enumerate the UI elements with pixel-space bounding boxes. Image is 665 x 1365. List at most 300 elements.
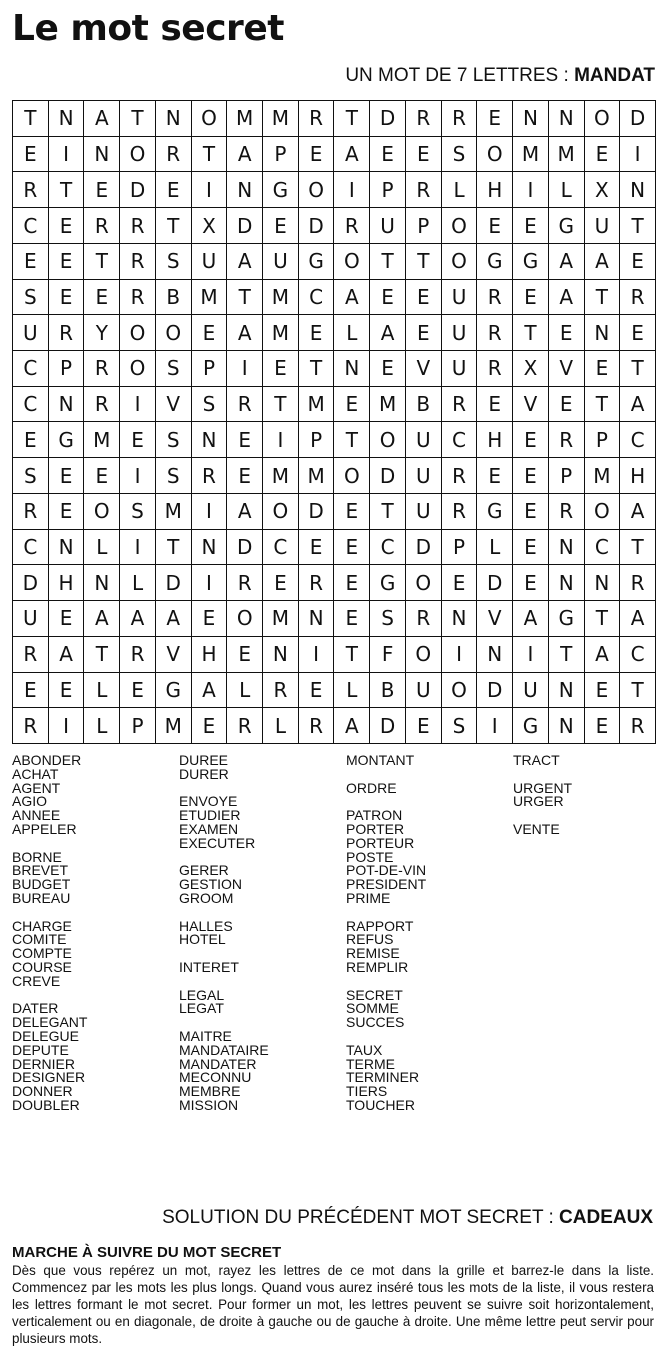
word-item[interactable]: BUDGET <box>12 876 71 893</box>
grid-cell[interactable]: R <box>477 351 513 387</box>
grid-cell[interactable]: X <box>513 351 549 387</box>
word-item[interactable]: COURSE <box>12 958 72 975</box>
word-item[interactable]: ANNEE <box>12 807 61 824</box>
grid-cell[interactable]: R <box>227 708 263 744</box>
grid-cell[interactable]: T <box>334 422 370 458</box>
word-item[interactable]: RAPPORT <box>346 917 414 934</box>
grid-cell[interactable]: C <box>585 530 621 566</box>
word-item[interactable]: INTERET <box>179 958 239 975</box>
grid-cell[interactable]: E <box>49 244 85 280</box>
grid-cell[interactable]: U <box>192 244 228 280</box>
grid-cell[interactable]: R <box>549 422 585 458</box>
word-item[interactable]: ABONDER <box>12 752 82 768</box>
grid-cell[interactable]: I <box>120 530 156 566</box>
word-item[interactable]: MECONNU <box>179 1069 252 1086</box>
word-item[interactable]: ORDRE <box>346 779 397 796</box>
word-item[interactable]: REMISE <box>346 945 400 962</box>
grid-cell[interactable]: F <box>370 637 406 673</box>
grid-cell[interactable]: V <box>156 387 192 423</box>
grid-cell[interactable]: N <box>84 565 120 601</box>
grid-cell[interactable]: L <box>334 673 370 709</box>
grid-cell[interactable]: C <box>13 351 49 387</box>
grid-cell[interactable]: R <box>442 494 478 530</box>
word-item[interactable]: EXAMEN <box>179 820 239 837</box>
grid-cell[interactable]: O <box>192 101 228 137</box>
grid-cell[interactable]: E <box>406 137 442 173</box>
grid-cell[interactable]: I <box>49 708 85 744</box>
grid-cell[interactable]: E <box>49 673 85 709</box>
word-item[interactable]: COMITE <box>12 931 67 948</box>
grid-cell[interactable]: N <box>477 637 513 673</box>
grid-cell[interactable]: E <box>299 137 335 173</box>
grid-cell[interactable]: Y <box>84 315 120 351</box>
grid-cell[interactable]: B <box>370 673 406 709</box>
grid-cell[interactable]: E <box>49 494 85 530</box>
grid-cell[interactable]: O <box>406 637 442 673</box>
word-item[interactable]: LEGAT <box>179 1000 224 1017</box>
word-item[interactable]: ACHAT <box>12 765 59 782</box>
grid-cell[interactable]: E <box>227 637 263 673</box>
grid-cell[interactable]: U <box>513 673 549 709</box>
grid-cell[interactable]: N <box>549 530 585 566</box>
grid-cell[interactable]: P <box>585 422 621 458</box>
grid-cell[interactable]: E <box>227 458 263 494</box>
grid-cell[interactable]: E <box>227 422 263 458</box>
word-item[interactable]: MANDATER <box>179 1055 257 1072</box>
grid-cell[interactable]: U <box>406 494 442 530</box>
grid-cell[interactable]: R <box>477 280 513 316</box>
grid-cell[interactable]: O <box>334 244 370 280</box>
grid-cell[interactable]: R <box>120 280 156 316</box>
grid-cell[interactable]: E <box>120 673 156 709</box>
grid-cell[interactable]: E <box>334 387 370 423</box>
grid-cell[interactable]: N <box>585 315 621 351</box>
grid-cell[interactable]: L <box>477 530 513 566</box>
grid-cell[interactable]: O <box>120 315 156 351</box>
grid-cell[interactable]: A <box>156 601 192 637</box>
grid-cell[interactable]: A <box>49 637 85 673</box>
grid-cell[interactable]: E <box>620 315 656 351</box>
grid-cell[interactable]: R <box>13 494 49 530</box>
grid-cell[interactable]: N <box>513 101 549 137</box>
grid-cell[interactable]: D <box>477 565 513 601</box>
grid-cell[interactable]: R <box>227 565 263 601</box>
grid-cell[interactable]: L <box>84 673 120 709</box>
grid-cell[interactable]: T <box>334 101 370 137</box>
grid-cell[interactable]: A <box>620 387 656 423</box>
grid-cell[interactable]: R <box>13 637 49 673</box>
word-item[interactable]: TERMINER <box>346 1069 420 1086</box>
word-item[interactable]: BORNE <box>12 848 62 865</box>
grid-cell[interactable]: P <box>49 351 85 387</box>
grid-cell[interactable]: A <box>620 494 656 530</box>
grid-cell[interactable]: A <box>513 601 549 637</box>
grid-cell[interactable]: A <box>334 708 370 744</box>
grid-cell[interactable]: G <box>477 244 513 280</box>
grid-cell[interactable]: M <box>263 315 299 351</box>
word-item[interactable]: MANDATAIRE <box>179 1041 269 1058</box>
grid-cell[interactable]: P <box>370 172 406 208</box>
word-item[interactable]: DUREE <box>179 752 229 768</box>
grid-cell[interactable]: N <box>156 101 192 137</box>
grid-cell[interactable]: E <box>585 708 621 744</box>
grid-cell[interactable]: R <box>49 315 85 351</box>
grid-cell[interactable]: E <box>49 601 85 637</box>
grid-cell[interactable]: O <box>263 494 299 530</box>
grid-cell[interactable]: R <box>549 494 585 530</box>
grid-cell[interactable]: T <box>227 280 263 316</box>
word-item[interactable]: POSTE <box>346 848 394 865</box>
word-item[interactable]: GERER <box>179 862 229 879</box>
grid-cell[interactable]: R <box>299 101 335 137</box>
grid-cell[interactable]: H <box>620 458 656 494</box>
grid-cell[interactable]: R <box>477 315 513 351</box>
word-item[interactable]: COMPTE <box>12 945 72 962</box>
grid-cell[interactable]: P <box>549 458 585 494</box>
grid-cell[interactable]: E <box>192 315 228 351</box>
grid-cell[interactable]: E <box>513 494 549 530</box>
word-item[interactable]: BUREAU <box>12 889 71 906</box>
grid-cell[interactable]: R <box>406 101 442 137</box>
grid-cell[interactable]: A <box>334 137 370 173</box>
grid-cell[interactable]: I <box>120 458 156 494</box>
grid-cell[interactable]: M <box>299 458 335 494</box>
grid-cell[interactable]: T <box>334 637 370 673</box>
word-item[interactable]: PRIME <box>346 889 391 906</box>
word-item[interactable]: PATRON <box>346 807 403 824</box>
grid-cell[interactable]: E <box>513 208 549 244</box>
word-item[interactable]: REFUS <box>346 931 394 948</box>
grid-cell[interactable]: T <box>370 494 406 530</box>
grid-cell[interactable]: V <box>406 351 442 387</box>
grid-cell[interactable]: O <box>406 565 442 601</box>
grid-cell[interactable]: R <box>84 387 120 423</box>
grid-cell[interactable]: E <box>334 565 370 601</box>
grid-cell[interactable]: U <box>442 351 478 387</box>
grid-cell[interactable]: O <box>227 601 263 637</box>
grid-cell[interactable]: A <box>549 280 585 316</box>
grid-cell[interactable]: T <box>156 208 192 244</box>
grid-cell[interactable]: C <box>299 280 335 316</box>
grid-cell[interactable]: M <box>227 101 263 137</box>
grid-cell[interactable]: U <box>442 315 478 351</box>
grid-cell[interactable]: R <box>192 458 228 494</box>
grid-cell[interactable]: E <box>299 673 335 709</box>
grid-cell[interactable]: R <box>84 351 120 387</box>
grid-cell[interactable]: O <box>299 172 335 208</box>
grid-cell[interactable]: E <box>156 172 192 208</box>
grid-cell[interactable]: U <box>13 315 49 351</box>
grid-cell[interactable]: E <box>13 244 49 280</box>
grid-cell[interactable]: P <box>406 208 442 244</box>
grid-cell[interactable]: G <box>549 601 585 637</box>
grid-cell[interactable]: S <box>192 387 228 423</box>
grid-cell[interactable]: T <box>299 351 335 387</box>
grid-cell[interactable]: T <box>84 637 120 673</box>
grid-cell[interactable]: T <box>585 387 621 423</box>
grid-cell[interactable]: E <box>549 387 585 423</box>
word-item[interactable]: PRESIDENT <box>346 876 427 893</box>
grid-cell[interactable]: R <box>299 565 335 601</box>
grid-cell[interactable]: N <box>549 565 585 601</box>
grid-cell[interactable]: S <box>13 280 49 316</box>
grid-cell[interactable]: M <box>156 494 192 530</box>
grid-cell[interactable]: N <box>49 530 85 566</box>
grid-cell[interactable]: T <box>406 244 442 280</box>
grid-cell[interactable]: E <box>334 530 370 566</box>
grid-cell[interactable]: N <box>49 101 85 137</box>
grid-cell[interactable]: N <box>549 673 585 709</box>
word-item[interactable]: POT-DE-VIN <box>346 862 427 879</box>
grid-cell[interactable]: M <box>192 280 228 316</box>
grid-cell[interactable]: S <box>120 494 156 530</box>
grid-cell[interactable]: E <box>585 673 621 709</box>
word-item[interactable]: MEMBRE <box>179 1083 241 1100</box>
grid-cell[interactable]: R <box>442 101 478 137</box>
word-item[interactable]: DURER <box>179 765 229 782</box>
grid-cell[interactable]: R <box>299 708 335 744</box>
grid-cell[interactable]: T <box>49 172 85 208</box>
grid-cell[interactable]: X <box>192 208 228 244</box>
word-item[interactable]: ENVOYE <box>179 793 238 810</box>
grid-cell[interactable]: V <box>156 637 192 673</box>
grid-cell[interactable]: E <box>192 708 228 744</box>
grid-cell[interactable]: D <box>227 530 263 566</box>
word-item[interactable]: MONTANT <box>346 752 415 768</box>
grid-cell[interactable]: U <box>370 208 406 244</box>
grid-cell[interactable]: T <box>620 351 656 387</box>
word-item[interactable]: EXECUTER <box>179 834 256 851</box>
grid-cell[interactable]: N <box>84 137 120 173</box>
word-item[interactable]: TAUX <box>346 1041 383 1058</box>
grid-cell[interactable]: R <box>263 673 299 709</box>
grid-cell[interactable]: M <box>299 387 335 423</box>
grid-cell[interactable]: S <box>156 244 192 280</box>
grid-cell[interactable]: N <box>49 387 85 423</box>
grid-cell[interactable]: V <box>477 601 513 637</box>
grid-cell[interactable]: D <box>370 458 406 494</box>
grid-cell[interactable]: R <box>620 708 656 744</box>
grid-cell[interactable]: C <box>620 637 656 673</box>
word-item[interactable]: HALLES <box>179 917 233 934</box>
grid-cell[interactable]: M <box>263 601 299 637</box>
grid-cell[interactable]: I <box>442 637 478 673</box>
grid-cell[interactable]: D <box>477 673 513 709</box>
grid-cell[interactable]: G <box>549 208 585 244</box>
grid-cell[interactable]: R <box>156 137 192 173</box>
word-item[interactable]: REMPLIR <box>346 958 409 975</box>
grid-cell[interactable]: U <box>406 458 442 494</box>
grid-cell[interactable]: O <box>156 315 192 351</box>
grid-cell[interactable]: A <box>370 315 406 351</box>
grid-cell[interactable]: C <box>13 208 49 244</box>
grid-cell[interactable]: S <box>156 458 192 494</box>
grid-cell[interactable]: E <box>49 208 85 244</box>
grid-cell[interactable]: E <box>370 280 406 316</box>
grid-cell[interactable]: G <box>513 708 549 744</box>
grid-cell[interactable]: E <box>477 101 513 137</box>
word-item[interactable]: SUCCES <box>346 1014 405 1031</box>
grid-cell[interactable]: A <box>192 673 228 709</box>
grid-cell[interactable]: E <box>49 458 85 494</box>
grid-cell[interactable]: P <box>299 422 335 458</box>
grid-cell[interactable]: T <box>549 637 585 673</box>
grid-cell[interactable]: H <box>49 565 85 601</box>
word-item[interactable]: DOUBLER <box>12 1096 80 1113</box>
grid-cell[interactable]: N <box>549 708 585 744</box>
grid-cell[interactable]: E <box>334 601 370 637</box>
grid-cell[interactable]: C <box>370 530 406 566</box>
grid-cell[interactable]: B <box>406 387 442 423</box>
grid-cell[interactable]: T <box>263 387 299 423</box>
word-item[interactable]: TOUCHER <box>346 1096 415 1113</box>
grid-cell[interactable]: R <box>620 565 656 601</box>
grid-cell[interactable]: D <box>156 565 192 601</box>
word-item[interactable]: TERME <box>346 1055 395 1072</box>
grid-cell[interactable]: I <box>192 172 228 208</box>
grid-cell[interactable]: E <box>299 530 335 566</box>
word-item[interactable]: SOMME <box>346 1000 399 1017</box>
grid-cell[interactable]: X <box>585 172 621 208</box>
grid-cell[interactable]: A <box>84 601 120 637</box>
grid-cell[interactable]: A <box>585 244 621 280</box>
grid-cell[interactable]: H <box>477 422 513 458</box>
grid-cell[interactable]: E <box>370 137 406 173</box>
grid-cell[interactable]: L <box>334 315 370 351</box>
grid-cell[interactable]: E <box>299 315 335 351</box>
grid-cell[interactable]: E <box>13 673 49 709</box>
word-item[interactable]: DELEGUE <box>12 1027 79 1044</box>
grid-cell[interactable]: D <box>370 708 406 744</box>
word-item[interactable]: TRACT <box>513 752 560 768</box>
grid-cell[interactable]: L <box>84 530 120 566</box>
grid-cell[interactable]: O <box>585 101 621 137</box>
grid-cell[interactable]: G <box>477 494 513 530</box>
grid-cell[interactable]: M <box>513 137 549 173</box>
grid-cell[interactable]: L <box>263 708 299 744</box>
grid-cell[interactable]: G <box>513 244 549 280</box>
grid-cell[interactable]: E <box>263 351 299 387</box>
grid-cell[interactable]: E <box>192 601 228 637</box>
word-item[interactable]: DELEGANT <box>12 1014 88 1031</box>
word-item[interactable]: AGENT <box>12 779 61 796</box>
grid-cell[interactable]: M <box>585 458 621 494</box>
grid-cell[interactable]: A <box>120 601 156 637</box>
grid-cell[interactable]: V <box>513 387 549 423</box>
grid-cell[interactable]: E <box>513 458 549 494</box>
grid-cell[interactable]: O <box>334 458 370 494</box>
word-item[interactable]: DEPUTE <box>12 1041 69 1058</box>
grid-cell[interactable]: D <box>299 494 335 530</box>
grid-cell[interactable]: R <box>406 601 442 637</box>
grid-cell[interactable]: E <box>477 458 513 494</box>
word-item[interactable]: CHARGE <box>12 917 72 934</box>
grid-cell[interactable]: C <box>620 422 656 458</box>
grid-cell[interactable]: M <box>156 708 192 744</box>
grid-cell[interactable]: R <box>406 172 442 208</box>
grid-cell[interactable]: R <box>442 458 478 494</box>
grid-cell[interactable]: I <box>513 637 549 673</box>
grid-cell[interactable]: O <box>585 494 621 530</box>
word-item[interactable]: GROOM <box>179 889 234 906</box>
grid-cell[interactable]: A <box>620 601 656 637</box>
grid-cell[interactable]: O <box>120 351 156 387</box>
grid-cell[interactable]: E <box>49 280 85 316</box>
grid-cell[interactable]: I <box>227 351 263 387</box>
grid-cell[interactable]: M <box>263 280 299 316</box>
grid-cell[interactable]: C <box>263 530 299 566</box>
grid-cell[interactable]: A <box>549 244 585 280</box>
grid-cell[interactable]: T <box>585 280 621 316</box>
grid-cell[interactable]: L <box>84 708 120 744</box>
word-item[interactable]: ETUDIER <box>179 807 241 824</box>
grid-cell[interactable]: E <box>406 315 442 351</box>
grid-cell[interactable]: E <box>370 351 406 387</box>
grid-cell[interactable]: A <box>227 494 263 530</box>
grid-cell[interactable]: O <box>84 494 120 530</box>
grid-cell[interactable]: T <box>620 208 656 244</box>
grid-cell[interactable]: E <box>442 565 478 601</box>
grid-cell[interactable]: P <box>263 137 299 173</box>
grid-cell[interactable]: M <box>370 387 406 423</box>
grid-cell[interactable]: A <box>227 244 263 280</box>
grid-cell[interactable]: G <box>263 172 299 208</box>
word-item[interactable]: PORTER <box>346 820 405 837</box>
grid-cell[interactable]: E <box>263 208 299 244</box>
word-item[interactable]: DONNER <box>12 1083 73 1100</box>
grid-cell[interactable]: G <box>49 422 85 458</box>
grid-cell[interactable]: D <box>370 101 406 137</box>
grid-cell[interactable]: E <box>513 280 549 316</box>
grid-cell[interactable]: O <box>442 244 478 280</box>
grid-cell[interactable]: R <box>620 280 656 316</box>
grid-cell[interactable]: R <box>334 208 370 244</box>
grid-cell[interactable]: M <box>263 101 299 137</box>
word-item[interactable]: DATER <box>12 1000 59 1017</box>
grid-cell[interactable]: L <box>120 565 156 601</box>
grid-cell[interactable]: M <box>84 422 120 458</box>
grid-cell[interactable]: U <box>442 280 478 316</box>
grid-cell[interactable]: P <box>192 351 228 387</box>
grid-cell[interactable]: N <box>442 601 478 637</box>
grid-cell[interactable]: R <box>442 387 478 423</box>
word-item[interactable]: TIERS <box>346 1083 388 1100</box>
grid-cell[interactable]: E <box>549 315 585 351</box>
grid-cell[interactable]: I <box>513 172 549 208</box>
word-item[interactable]: LEGAL <box>179 986 225 1003</box>
grid-cell[interactable]: S <box>370 601 406 637</box>
grid-cell[interactable]: P <box>442 530 478 566</box>
grid-cell[interactable]: T <box>513 315 549 351</box>
grid-cell[interactable]: D <box>227 208 263 244</box>
grid-cell[interactable]: I <box>299 637 335 673</box>
grid-cell[interactable]: H <box>192 637 228 673</box>
grid-cell[interactable]: A <box>334 280 370 316</box>
word-item[interactable]: PORTEUR <box>346 834 415 851</box>
grid-cell[interactable]: S <box>442 137 478 173</box>
word-item[interactable]: GESTION <box>179 876 243 893</box>
grid-cell[interactable]: T <box>156 530 192 566</box>
grid-cell[interactable]: E <box>120 422 156 458</box>
grid-cell[interactable]: O <box>442 673 478 709</box>
grid-cell[interactable]: U <box>585 208 621 244</box>
word-item[interactable]: DESIGNER <box>12 1069 86 1086</box>
grid-cell[interactable]: N <box>334 351 370 387</box>
grid-cell[interactable]: E <box>513 422 549 458</box>
grid-cell[interactable]: M <box>549 137 585 173</box>
grid-cell[interactable]: O <box>442 208 478 244</box>
grid-cell[interactable]: D <box>13 565 49 601</box>
